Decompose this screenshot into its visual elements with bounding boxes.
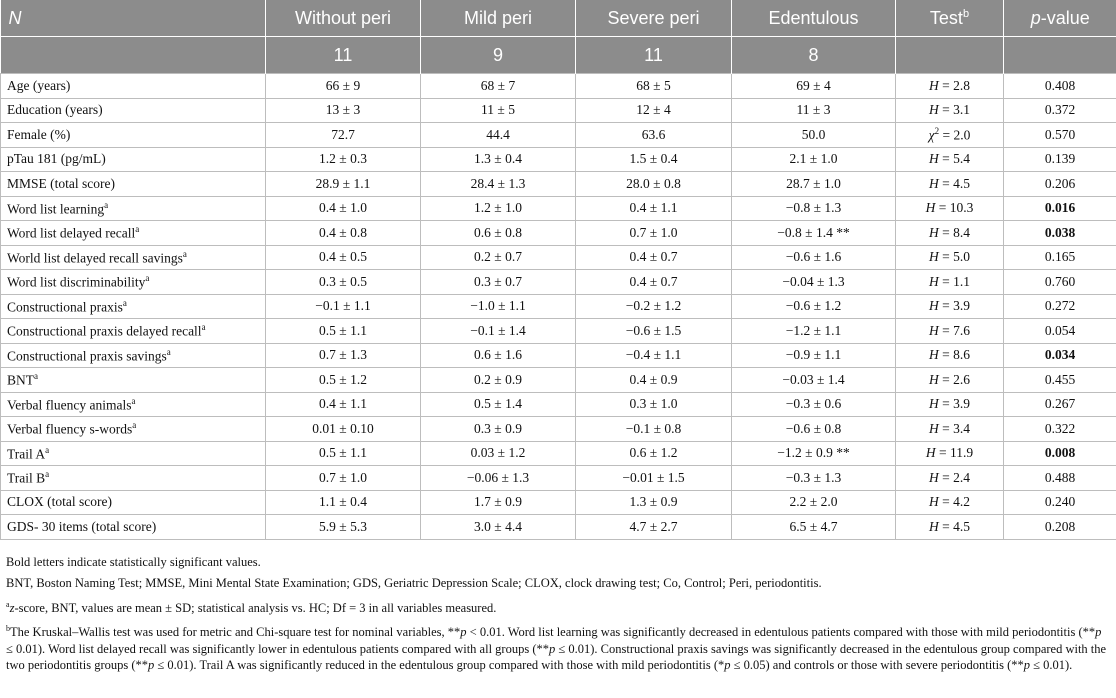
row-label [1,343,266,368]
count-mild-peri: 9 [421,37,576,74]
table-row [1,392,1116,417]
row-label [1,294,266,319]
test-statistic-value: = 5.0 [938,249,970,265]
cell-mild-peri: 0.5 ± 1.4 [421,392,576,417]
row-label-text: Word list learning [7,201,105,216]
row-label [1,98,266,123]
cell-mild-peri: −0.06 ± 1.3 [421,466,576,491]
cell-severe-peri: 0.3 ± 1.0 [576,392,732,417]
cell-edentulous: −0.3 ± 0.6 [732,392,896,417]
cell-pvalue: 0.038 [1004,221,1116,246]
cell-mild-peri: 11 ± 5 [421,98,576,123]
test-statistic-symbol: H [929,298,939,314]
cell-without-peri: 0.4 ± 1.0 [266,196,421,221]
cell-pvalue: 0.165 [1004,245,1116,270]
table-row [1,417,1116,442]
header-count-blank [1,37,266,74]
cell-severe-peri: −0.1 ± 0.8 [576,417,732,442]
cell-severe-peri: 1.5 ± 0.4 [576,147,732,172]
row-label [1,74,266,99]
cell-without-peri: 0.4 ± 0.5 [266,245,421,270]
row-label [1,123,266,148]
table-row [1,515,1116,540]
cell-test [896,294,1004,319]
row-label-footnote-mark: a [201,322,206,332]
table-row [1,368,1116,393]
cell-test [896,245,1004,270]
test-statistic-value: = 3.1 [938,102,970,118]
cell-edentulous: −1.2 ± 0.9 ** [732,441,896,466]
cell-test [896,441,1004,466]
cell-severe-peri: −0.2 ± 1.2 [576,294,732,319]
cell-test [896,270,1004,295]
cell-test [896,466,1004,491]
cell-test [896,221,1004,246]
test-statistic-symbol: H [929,175,939,191]
test-statistic-value: = 5.4 [938,151,970,167]
cell-severe-peri: 0.6 ± 1.2 [576,441,732,466]
row-label-footnote-mark: a [34,371,38,381]
row-label [1,147,266,172]
cell-pvalue: 0.034 [1004,343,1116,368]
cell-mild-peri: 0.3 ± 0.7 [421,270,576,295]
row-label-text: Constructional praxis savings [7,348,167,363]
row-label [1,417,266,442]
cell-pvalue: 0.488 [1004,466,1116,491]
table-row [1,196,1116,221]
cell-mild-peri: 3.0 ± 4.4 [421,515,576,540]
row-label-text: Constructional praxis delayed recall [7,323,202,339]
test-statistic-symbol: H [929,224,939,240]
table-row [1,98,1116,123]
cell-test [896,417,1004,442]
test-statistic-value: = 3.9 [938,396,970,412]
header-pvalue: p-value [1004,0,1116,37]
row-label [1,466,266,491]
cell-mild-peri: 0.03 ± 1.2 [421,441,576,466]
test-statistic-symbol: H [925,200,936,216]
cell-without-peri: 0.7 ± 1.3 [266,343,421,368]
test-statistic-symbol: H [929,494,939,510]
header-without-peri: Without peri [266,0,421,37]
test-statistic-value: = 3.4 [938,420,970,436]
row-label [1,245,266,270]
test-statistic-symbol: H [929,469,939,485]
row-label-footnote-mark: a [182,248,187,259]
test-statistic-symbol: H [929,322,939,338]
cell-mild-peri: 0.3 ± 0.9 [421,417,576,442]
cell-edentulous: −0.04 ± 1.3 [732,270,896,295]
row-label-footnote-mark: a [45,444,50,455]
cell-severe-peri: 4.7 ± 2.7 [576,515,732,540]
row-label-text: MMSE (total score) [7,175,115,191]
cell-test [896,123,1004,148]
row-label [1,515,266,540]
cell-pvalue: 0.408 [1004,74,1116,99]
cell-severe-peri: 28.0 ± 0.8 [576,172,732,197]
cell-test [896,343,1004,368]
table-body [1,74,1116,540]
cell-test [896,368,1004,393]
row-label-text: pTau 181 (pg/mL) [7,151,106,167]
test-statistic-value: = 2.6 [938,371,970,387]
row-label-footnote-mark: a [135,224,140,234]
cell-test [896,392,1004,417]
cell-severe-peri: 68 ± 5 [576,74,732,99]
cell-without-peri: 0.5 ± 1.2 [266,368,421,393]
test-statistic-symbol: H [929,273,939,289]
row-label-text: Female (%) [7,126,71,142]
test-statistic-value: = 2.8 [938,77,970,93]
cell-edentulous: 2.1 ± 1.0 [732,147,896,172]
cell-without-peri: 0.5 ± 1.1 [266,441,421,466]
footnote-abbreviations: BNT, Boston Naming Test; MMSE, Mini Mental State Examination; GDS, Geriatric Depression Scale; CLOX, clock drawing test; Co, Control; Peri, periodontitis. [6,576,822,590]
cell-without-peri: 0.01 ± 0.10 [266,417,421,442]
cell-pvalue: 0.372 [1004,98,1116,123]
cell-without-peri: 5.9 ± 5.3 [266,515,421,540]
count-without-peri: 11 [266,37,421,74]
count-test-blank [896,37,1004,74]
cell-without-peri: −0.1 ± 1.1 [266,294,421,319]
header-severe-peri: Severe peri [576,0,732,37]
cell-test [896,147,1004,172]
row-label-footnote-mark: a [131,395,136,406]
row-label [1,490,266,515]
cell-severe-peri: 1.3 ± 0.9 [576,490,732,515]
cell-pvalue: 0.760 [1004,270,1116,295]
cell-test [896,74,1004,99]
cell-without-peri: 66 ± 9 [266,74,421,99]
cell-edentulous: −0.3 ± 1.3 [732,466,896,491]
test-statistic-symbol: H [929,102,939,118]
row-label-footnote-mark: a [45,469,50,479]
row-label [1,319,266,344]
header-edentulous: Edentulous [732,0,896,37]
cell-severe-peri: 0.4 ± 0.7 [576,245,732,270]
test-statistic-value: = 2.4 [938,469,970,485]
cell-severe-peri: −0.6 ± 1.5 [576,319,732,344]
cell-without-peri: 1.2 ± 0.3 [266,147,421,172]
table-row [1,294,1116,319]
row-label-text: World list delayed recall savings [7,250,183,265]
table-row [1,319,1116,344]
table-row [1,490,1116,515]
cell-mild-peri: 0.6 ± 0.8 [421,221,576,246]
test-statistic-value: = 8.6 [938,347,970,363]
cell-severe-peri: 0.4 ± 0.9 [576,368,732,393]
cell-pvalue: 0.322 [1004,417,1116,442]
row-label-text: Age (years) [7,77,71,93]
cell-test [896,196,1004,221]
cell-pvalue: 0.008 [1004,441,1116,466]
table-row [1,123,1116,148]
test-statistic-value: = 11.9 [935,445,974,461]
test-statistic-value: = 1.1 [938,273,970,289]
row-label-text: Trail A [7,446,46,461]
row-label [1,270,266,295]
test-statistic-symbol: H [929,396,939,412]
cell-edentulous: −0.8 ± 1.3 [732,196,896,221]
cell-pvalue: 0.208 [1004,515,1116,540]
row-label-footnote-mark: a [104,199,109,210]
cell-edentulous: 2.2 ± 2.0 [732,490,896,515]
table-row [1,245,1116,270]
footnote-a: $^a$z-score, BNT, values are mean ± SD; statistical analysis vs. HC; Df = 3 in all variables measured. [6,599,497,615]
cell-edentulous: −0.6 ± 1.2 [732,294,896,319]
cell-edentulous: 6.5 ± 4.7 [732,515,896,540]
cell-edentulous: −0.8 ± 1.4 ** [732,221,896,246]
cell-test [896,98,1004,123]
cell-mild-peri: 0.2 ± 0.7 [421,245,576,270]
cell-without-peri: 72.7 [266,123,421,148]
cell-edentulous: 11 ± 3 [732,98,896,123]
footnote-b: $^b$The Kruskal–Wallis test was used for metric and Chi-square test for nominal variables, **p < 0.01. Word list learning was significantly decreased in edentulous patients compared with those with mild periodontitis (**p ≤ 0.01). Word list delayed recall was significantly lower in edentulous patients compared with all groups (**p ≤ 0.01). Constructional praxis savings was significantly decreased in the edentulous group compared with the two periodontitis groups (**p ≤ 0.01). Trail A was significantly reduced in the edentulous group compared with those with mild periodontitis (*p ≤ 0.05) and controls or those with severe periodontitis (**p ≤ 0.01). [6,624,1107,673]
cell-edentulous: 28.7 ± 1.0 [732,172,896,197]
table-row [1,270,1116,295]
cell-severe-peri: 12 ± 4 [576,98,732,123]
test-statistic-symbol: χ [928,127,935,143]
cell-test [896,319,1004,344]
cell-severe-peri: −0.01 ± 1.5 [576,466,732,491]
row-label-text: Word list delayed recall [7,225,136,241]
count-severe-peri: 11 [576,37,732,74]
cell-pvalue: 0.240 [1004,490,1116,515]
row-label-text: CLOX (total score) [7,494,112,510]
test-statistic-symbol: H [929,371,939,387]
cell-mild-peri: −1.0 ± 1.1 [421,294,576,319]
cell-severe-peri: 0.7 ± 1.0 [576,221,732,246]
test-statistic-value: = 7.6 [938,322,970,338]
cell-without-peri: 13 ± 3 [266,98,421,123]
cell-edentulous: 69 ± 4 [732,74,896,99]
test-statistic-symbol: H [925,445,936,461]
cell-mild-peri: 1.2 ± 1.0 [421,196,576,221]
header-test: Test$^b$ [896,0,1004,37]
cell-pvalue: 0.267 [1004,392,1116,417]
row-label [1,392,266,417]
count-edentulous: 8 [732,37,896,74]
test-statistic-value: = 4.5 [938,175,970,191]
cell-without-peri: 1.1 ± 0.4 [266,490,421,515]
count-pvalue-blank [1004,37,1116,74]
cell-mild-peri: 1.7 ± 0.9 [421,490,576,515]
row-label-footnote-mark: a [132,420,137,430]
row-label [1,368,266,393]
row-label-text: Word list discriminability [7,274,146,290]
cell-without-peri: 0.4 ± 1.1 [266,392,421,417]
test-statistic-value: = 8.4 [938,224,970,240]
test-statistic-value: = 4.5 [938,518,970,534]
cell-edentulous: −0.03 ± 1.4 [732,368,896,393]
row-label-text: Constructional praxis [7,299,123,314]
cell-mild-peri: 0.2 ± 0.9 [421,368,576,393]
row-label-text: BNT [7,372,34,388]
cell-mild-peri: 44.4 [421,123,576,148]
header-n: N [1,0,266,37]
cell-edentulous: −0.9 ± 1.1 [732,343,896,368]
cell-without-peri: 0.4 ± 0.8 [266,221,421,246]
cell-pvalue: 0.455 [1004,368,1116,393]
cell-mild-peri: 28.4 ± 1.3 [421,172,576,197]
cell-severe-peri: 0.4 ± 0.7 [576,270,732,295]
cell-test [896,172,1004,197]
table-row [1,441,1116,466]
table-footnotes [0,540,1116,674]
row-label-footnote-mark: a [166,346,171,357]
table-row [1,172,1116,197]
test-statistic-symbol: H [929,347,939,363]
test-statistic-symbol: H [929,518,939,534]
test-statistic-exponent: 2 [934,126,940,136]
row-label [1,196,266,221]
cell-severe-peri: 0.4 ± 1.1 [576,196,732,221]
header-mild-peri: Mild peri [421,0,576,37]
footnote-bold: Bold letters indicate statistically significant values. [6,554,261,569]
table-row [1,221,1116,246]
cell-mild-peri: −0.1 ± 1.4 [421,319,576,344]
cell-pvalue: 0.570 [1004,123,1116,148]
test-statistic-symbol: H [929,249,939,265]
table-row [1,343,1116,368]
test-statistic-value: = 4.2 [938,494,970,510]
cell-without-peri: 0.5 ± 1.1 [266,319,421,344]
cell-edentulous: −1.2 ± 1.1 [732,319,896,344]
test-statistic-symbol: H [929,77,939,93]
cell-pvalue: 0.272 [1004,294,1116,319]
row-label [1,172,266,197]
cell-mild-peri: 68 ± 7 [421,74,576,99]
row-label [1,441,266,466]
cell-pvalue: 0.206 [1004,172,1116,197]
test-statistic-value: = 3.9 [938,298,970,314]
cell-edentulous: −0.6 ± 1.6 [732,245,896,270]
table-row [1,74,1116,99]
test-statistic-symbol: H [929,420,939,436]
row-label [1,221,266,246]
cell-edentulous: 50.0 [732,123,896,148]
cell-test [896,490,1004,515]
row-label-text: Trail B [7,470,46,486]
cell-without-peri: 0.7 ± 1.0 [266,466,421,491]
test-statistic-value: = 2.0 [939,127,971,143]
cell-without-peri: 28.9 ± 1.1 [266,172,421,197]
table-row [1,466,1116,491]
cell-mild-peri: 0.6 ± 1.6 [421,343,576,368]
cell-edentulous: −0.6 ± 0.8 [732,417,896,442]
cell-severe-peri: −0.4 ± 1.1 [576,343,732,368]
cell-severe-peri: 63.6 [576,123,732,148]
row-label-footnote-mark: a [145,273,150,283]
test-statistic-value: = 10.3 [935,200,974,216]
test-statistic-symbol: H [929,151,939,167]
row-label-text: Education (years) [7,102,103,118]
cell-mild-peri: 1.3 ± 0.4 [421,147,576,172]
cell-pvalue: 0.139 [1004,147,1116,172]
row-label-text: Verbal fluency s-words [7,421,133,437]
row-label-footnote-mark: a [122,297,127,308]
cell-test [896,515,1004,540]
table-header [1,0,1116,74]
row-label-text: Verbal fluency animals [7,397,132,412]
cell-pvalue: 0.016 [1004,196,1116,221]
row-label-text: GDS- 30 items (total score) [7,518,157,534]
cell-without-peri: 0.3 ± 0.5 [266,270,421,295]
cell-pvalue: 0.054 [1004,319,1116,344]
table-row [1,147,1116,172]
